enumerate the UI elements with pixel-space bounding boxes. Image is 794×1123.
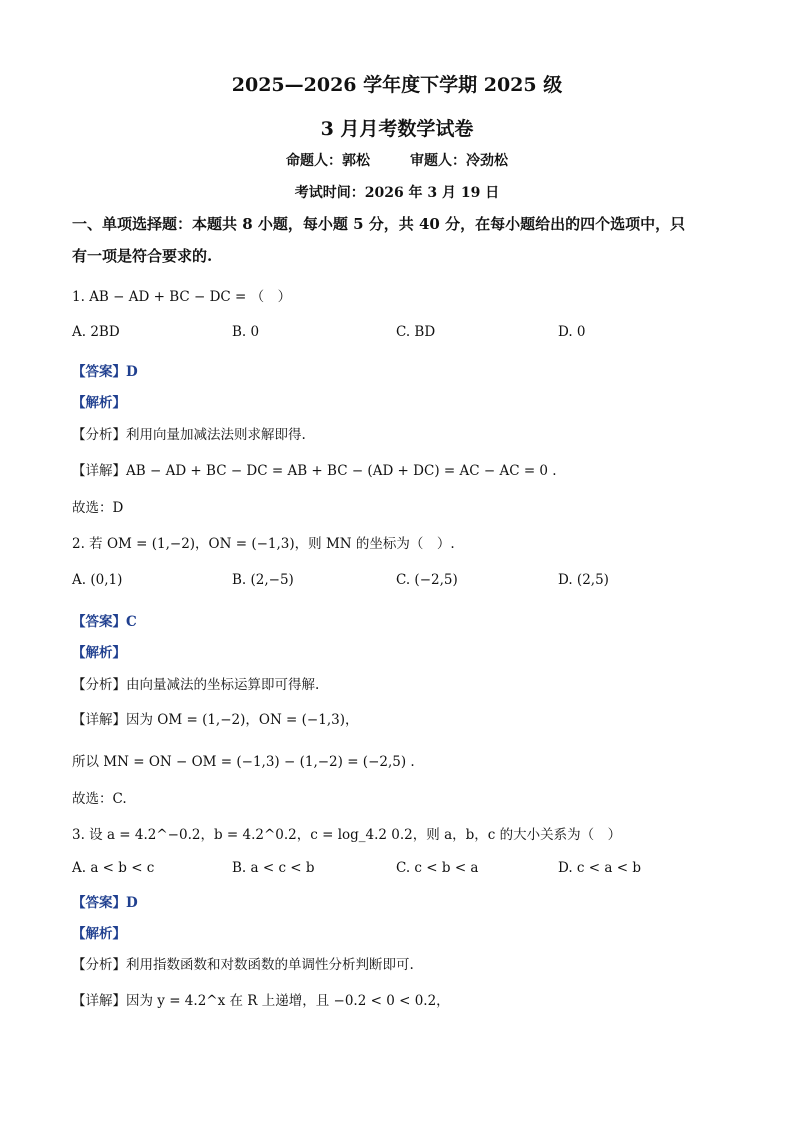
- q3-fenxi: 【分析】利用指数函数和对数函数的单调性分析判断即可.: [72, 957, 414, 973]
- q3-stem: 3. 设 a = 4.2^−0.2，b = 4.2^0.2，c = log_4.2 0.2，则 a，b，c 的大小关系为（ ）: [72, 827, 622, 843]
- q1-analysis-label: 【解析】: [72, 395, 126, 411]
- reviewer: 审题人：冷劲松: [410, 153, 508, 169]
- q1-expression: AB − AD + BC − DC = （ ）: [89, 289, 292, 305]
- exam-title-line2: 3 月月考数学试卷: [320, 118, 474, 140]
- q1-xiangjie: 【详解】AB − AD + BC − DC = AB + BC − (AD + DC) = AC − AC = 0 .: [72, 463, 557, 479]
- q1-fenxi: 【分析】利用向量加减法法则求解即得.: [72, 427, 306, 443]
- q2-choose: 故选：C.: [72, 791, 127, 807]
- exam-time: 考试时间：2026 年 3 月 19 日: [294, 185, 500, 201]
- q1-option-a: A. 2BD: [72, 324, 120, 340]
- q1-number: 1.: [72, 289, 85, 305]
- q2-option-d: D. (2,5): [558, 572, 609, 588]
- q3-option-c: C. c < b < a: [396, 860, 479, 876]
- q2-analysis-label: 【解析】: [72, 645, 126, 661]
- q3-option-a: A. a < b < c: [72, 860, 155, 876]
- q3-option-d: D. c < a < b: [558, 860, 641, 876]
- q3-answer: 【答案】D: [72, 895, 138, 911]
- section-heading-line1: 一、单项选择题：本题共 8 小题，每小题 5 分，共 40 分，在每小题给出的四个选项中，只: [72, 215, 686, 233]
- exam-title-line1: 2025—2026 学年度下学期 2025 级: [231, 74, 563, 96]
- q2-option-c: C. (−2,5): [396, 572, 458, 588]
- q2-xiangjie: 【详解】因为 OM = (1,−2)，ON = (−1,3)，: [72, 712, 359, 728]
- q2-option-b: B. (2,−5): [232, 572, 294, 588]
- q3-xiangjie: 【详解】因为 y = 4.2^x 在 R 上递增，且 −0.2 < 0 < 0.2，: [72, 993, 450, 1009]
- q2-answer: 【答案】C: [72, 614, 137, 630]
- q2-fenxi: 【分析】由向量减法的坐标运算即可得解.: [72, 677, 320, 693]
- q1-answer: 【答案】D: [72, 364, 138, 380]
- q3-option-b: B. a < c < b: [232, 860, 315, 876]
- q2-suoyi: 所以 MN = ON − OM = (−1,3) − (1,−2) = (−2,5) .: [72, 754, 415, 770]
- q2-option-a: A. (0,1): [72, 572, 123, 588]
- setter: 命题人：郭松: [286, 153, 370, 169]
- q1-option-b: B. 0: [232, 324, 260, 340]
- q1-option-c: C. BD: [396, 324, 436, 340]
- q1-stem: [72, 285, 291, 305]
- author-line: [0, 150, 794, 170]
- q2-stem: 2. 若 OM = (1,−2)，ON = (−1,3)，则 MN 的坐标为（ ）.: [72, 536, 455, 552]
- q3-analysis-label: 【解析】: [72, 926, 126, 942]
- q1-option-d: D. 0: [558, 324, 586, 340]
- section-heading-line2: 有一项是符合要求的.: [72, 247, 213, 265]
- q1-choose: 故选：D: [72, 500, 124, 516]
